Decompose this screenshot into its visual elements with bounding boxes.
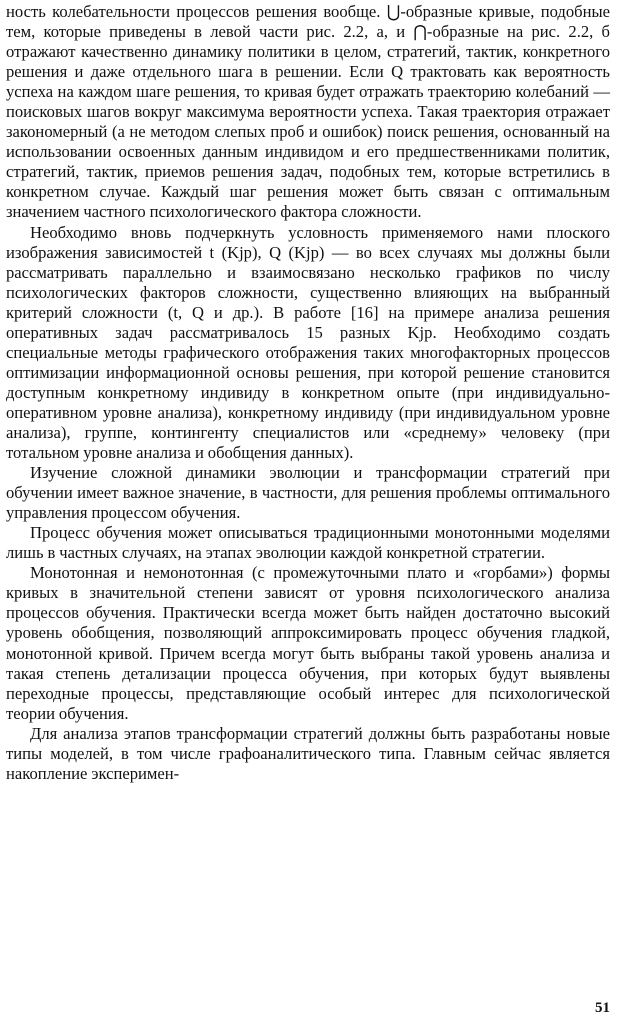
paragraph-1: ность колебательности процессов решения вообще. ⋃-образные кривые, подобные тем, которые приведены в левой части рис. 2.2, а, и ⋂-образные на рис. 2.2, б отражают качественно динамику политики в целом, стратегий, тактик, конкретного решения и даже отдельного шага в решении. Если Q трактовать как вероятность успеха на каждом шаге решения, то кривая будет отражать траекторию колебаний — поисковых шагов вокруг максимума вероятности успеха. Такая траектория отражает закономерный (а не методом слепых проб и ошибок) поиск решения, основанный на использовании освоенных данным индивидом и его предшественниками политик, стратегий, тактик, приемов решения задач, подобных тем, которые встретились в конкретном случае. Каждый шаг решения может быть связан с оптимальным значением частного психологического фактора сложности. xyxy=(6,2,610,222)
paragraph-3: Изучение сложной динамики эволюции и трансформации стратегий при обучении имеет важное значение, в частности, для решения проблемы оптимального управления процессом обучения. xyxy=(6,463,610,523)
paragraph-5: Монотонная и немонотонная (с промежуточными плато и «горбами») формы кривых в значительной степени зависят от уровня психологического анализа процессов обучения. Практически всегда может быть найден достаточно высокий уровень обобщения, позволяющий аппроксимировать процесс обучения гладкой, монотонной кривой. Причем всегда могут быть выбраны такой уровень анализа и такая степень детализации процесса обучения, при которых будут выявлены переходные процессы, представляющие особый интерес для психологической теории обучения. xyxy=(6,563,610,723)
paragraph-2: Необходимо вновь подчеркнуть условность применяемого нами плоского изображения зависимостей t (Kjp), Q (Kjp) — во всех случаях мы должны были рассматривать параллельно и взаимосвязано несколько графиков по числу психологических факторов сложности, существенно влияющих на выбранный критерий сложности (t, Q и др.). В работе [16] на примере анализа решения оперативных задач рассматривалось 15 разных Kjp. Необходимо создать специальные методы графического отображения таких многофакторных процессов оптимизации информационной основы решения, при которой решение становится доступным конкретному индивиду в конкретном опыте (при индивидуально-оперативном уровне анализа), конкретному индивиду (при индивидуальном уровне анализа), группе, контингенту специалистов или «среднему» человеку (при тотальном уровне анализа и обобщения данных). xyxy=(6,222,610,463)
paragraph-6: Для анализа этапов трансформации стратегий должны быть разработаны новые типы моделей, в том числе графоаналитического типа. Главным сейчас является накопление эксперимен- xyxy=(6,723,610,783)
paragraph-4: Процесс обучения может описываться традиционными монотонными моделями лишь в частных случаях, на этапах эволюции каждой конкретной стратегии. xyxy=(6,523,610,563)
body-text xyxy=(6,2,610,784)
page-number: 51 xyxy=(595,1000,610,1016)
